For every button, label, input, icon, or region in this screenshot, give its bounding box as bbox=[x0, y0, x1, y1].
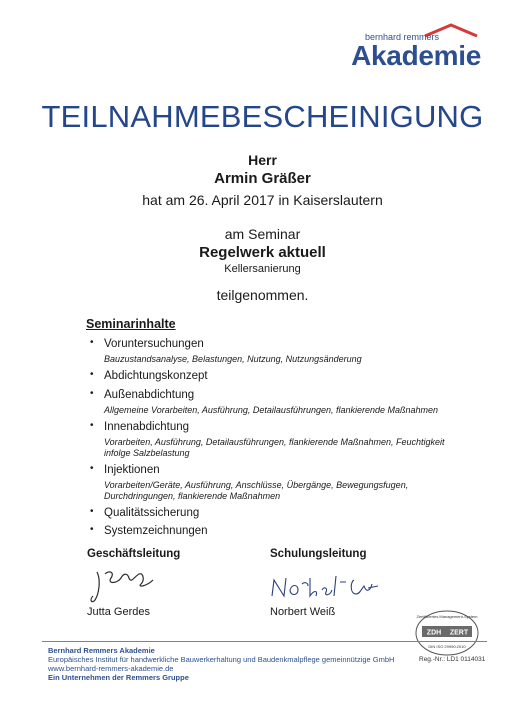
seminar-title: Regelwerk aktuell bbox=[199, 244, 326, 261]
bullet-icon: • bbox=[90, 506, 94, 517]
bullet-icon: • bbox=[90, 388, 94, 399]
bullet-icon: • bbox=[90, 463, 94, 474]
list-item bbox=[86, 369, 466, 384]
list-item-label: Qualitätssicherung bbox=[104, 507, 200, 519]
signature-name: Norbert Weiß bbox=[270, 606, 336, 618]
seminar-intro: am Seminar bbox=[224, 226, 301, 242]
footer-group: Ein Unternehmen der Remmers Gruppe bbox=[48, 673, 189, 682]
handwritten-signature bbox=[270, 566, 380, 606]
akademie-logo bbox=[341, 22, 481, 72]
signature-block-training bbox=[270, 548, 430, 618]
bullet-icon: • bbox=[90, 420, 94, 431]
handwritten-signature bbox=[87, 566, 177, 606]
footer-institute: Europäisches Institut für handwerkliche Bauwerkerhaltung und Baudenkmalpflege gemeinnützige GmbH bbox=[48, 655, 395, 664]
list-item bbox=[86, 388, 466, 416]
footer-divider bbox=[42, 641, 487, 642]
list-item-detail: Vorarbeiten, Ausführung, Detailausführungen, flankierende Maßnahmen, Feuchtigkeit infolge Salzbelastung bbox=[104, 437, 445, 458]
list-item-label: Voruntersuchungen bbox=[104, 338, 204, 350]
seminar-subtitle: Kellersanierung bbox=[224, 263, 301, 275]
logo-subtitle: bernhard remmers bbox=[364, 32, 439, 42]
seminar-contents bbox=[86, 317, 466, 539]
seminar-outro: teilgenommen. bbox=[216, 287, 309, 303]
list-item bbox=[86, 463, 466, 502]
registration-number: Reg.-Nr.: LD1 0114031 bbox=[419, 656, 486, 663]
signature-block-management bbox=[87, 548, 247, 618]
seal-bottom-text: DIN ISO 29990:2010 bbox=[428, 644, 466, 649]
bullet-icon: • bbox=[90, 524, 94, 535]
signature-name: Jutta Gerdes bbox=[87, 606, 150, 618]
footer bbox=[48, 646, 488, 682]
seal-top-text: Zertifiziertes Management-System bbox=[416, 614, 478, 619]
bullet-icon: • bbox=[90, 337, 94, 348]
list-item-label: Systemzeichnungen bbox=[104, 525, 208, 537]
page-title: TEILNAHMEBESCHEINIGUNG bbox=[41, 99, 484, 134]
list-item bbox=[86, 524, 466, 539]
list-item bbox=[86, 420, 466, 459]
list-item-detail: Bauzustandsanalyse, Belastungen, Nutzung, Nutzungsänderung bbox=[104, 354, 362, 364]
recipient-name: Armin Gräßer bbox=[214, 170, 311, 187]
list-item-detail: Allgemeine Vorarbeiten, Ausführung, Detailausführungen, flankierende Maßnahmen bbox=[104, 405, 439, 415]
signature-heading: Schulungsleitung bbox=[270, 548, 367, 560]
list-item-label: Außenabdichtung bbox=[104, 389, 195, 401]
footer-org: Bernhard Remmers Akademie bbox=[48, 646, 155, 655]
seal-right-text: ZERT bbox=[449, 629, 469, 637]
list-item bbox=[86, 506, 466, 521]
contents-heading: Seminarinhalte bbox=[86, 317, 176, 331]
seal-left-text: ZDH bbox=[426, 629, 442, 637]
list-item-label: Injektionen bbox=[104, 464, 160, 476]
signature-heading: Geschäftsleitung bbox=[87, 548, 181, 560]
bullet-icon: • bbox=[90, 369, 94, 380]
list-item-label: Abdichtungskonzept bbox=[104, 370, 208, 382]
footer-website: www.bernhard-remmers-akademie.de bbox=[48, 664, 174, 673]
recipient-date-place: hat am 26. April 2017 in Kaiserslautern bbox=[142, 192, 383, 208]
logo-name: Akademie bbox=[351, 40, 481, 71]
list-item-label: Innenabdichtung bbox=[104, 421, 190, 433]
recipient-salutation: Herr bbox=[248, 152, 277, 168]
list-item bbox=[86, 337, 466, 365]
list-item-detail: Vorarbeiten/Geräte, Ausführung, Anschlüsse, Übergänge, Bewegungsfugen, Durchdringungen, flankierende Maßnahmen bbox=[104, 480, 409, 501]
